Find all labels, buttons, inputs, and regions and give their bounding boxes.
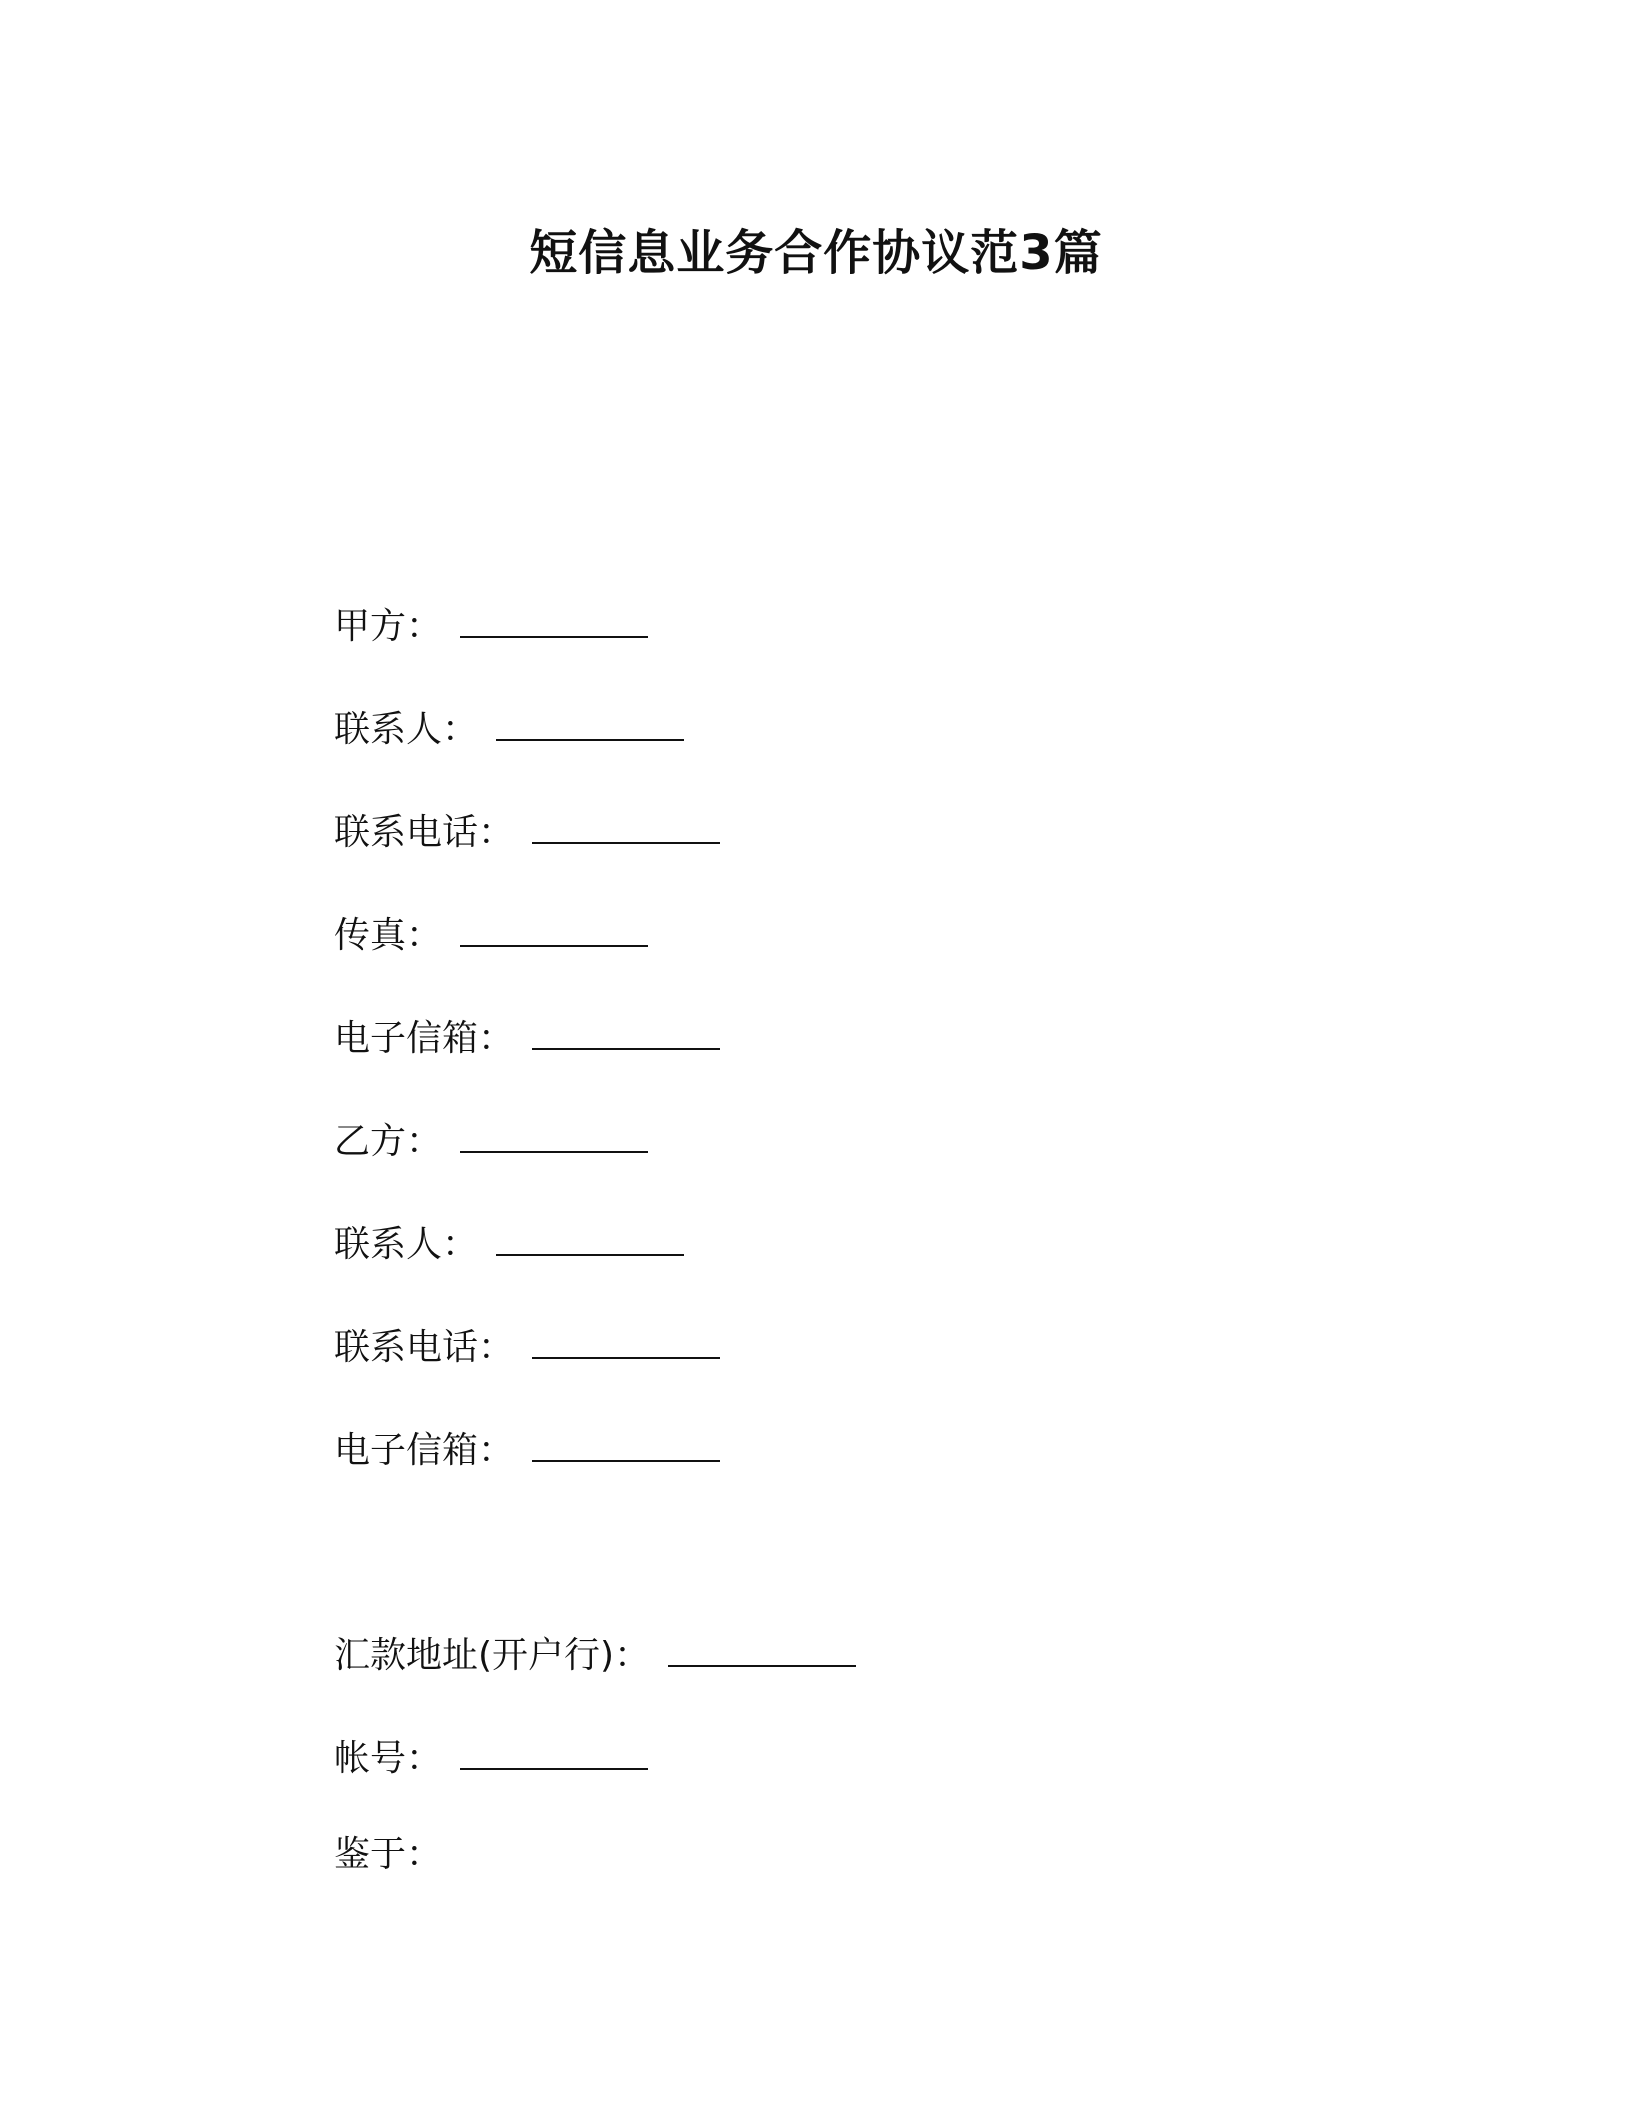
remittance-address-blank xyxy=(668,1621,856,1667)
party-a-blank xyxy=(460,592,648,638)
party-a-fax-field xyxy=(334,901,648,957)
account-number-blank xyxy=(460,1724,648,1770)
party-a-fax-blank xyxy=(460,901,648,947)
party-a-phone-field xyxy=(334,798,720,854)
party-a-label: 甲方： xyxy=(334,606,443,647)
account-number-field xyxy=(334,1724,648,1780)
party-b-phone-field xyxy=(334,1313,720,1369)
party-b-blank xyxy=(460,1107,648,1153)
party-b-email-field xyxy=(334,1416,720,1472)
party-a-email-blank xyxy=(532,1004,720,1050)
party-b-contact-label: 联系人： xyxy=(334,1224,479,1265)
party-b-phone-blank xyxy=(532,1313,720,1359)
whereas-field xyxy=(334,1827,442,1883)
party-a-contact-field xyxy=(334,695,684,751)
party-a-email-field xyxy=(334,1004,720,1060)
party-a-field xyxy=(334,592,648,648)
party-b-label: 乙方： xyxy=(334,1121,443,1162)
party-a-phone-label: 联系电话： xyxy=(334,812,515,853)
party-b-contact-blank xyxy=(496,1210,684,1256)
party-a-phone-blank xyxy=(532,798,720,844)
party-a-contact-blank xyxy=(496,695,684,741)
party-b-email-label: 电子信箱： xyxy=(334,1430,515,1471)
party-a-contact-label: 联系人： xyxy=(334,709,479,750)
party-a-email-label: 电子信箱： xyxy=(334,1018,515,1059)
party-a-fax-label: 传真： xyxy=(334,915,443,956)
document-title: 短信息业务合作协议范3篇 xyxy=(529,225,1103,281)
party-b-field xyxy=(334,1107,648,1163)
party-b-contact-field xyxy=(334,1210,684,1266)
party-b-email-blank xyxy=(532,1416,720,1462)
party-b-phone-label: 联系电话： xyxy=(334,1327,515,1368)
whereas-label: 鉴于： xyxy=(334,1834,443,1875)
account-number-label: 帐号： xyxy=(334,1738,443,1779)
remittance-address-field xyxy=(334,1621,856,1677)
remittance-address-label: 汇款地址(开户行)： xyxy=(334,1635,651,1676)
